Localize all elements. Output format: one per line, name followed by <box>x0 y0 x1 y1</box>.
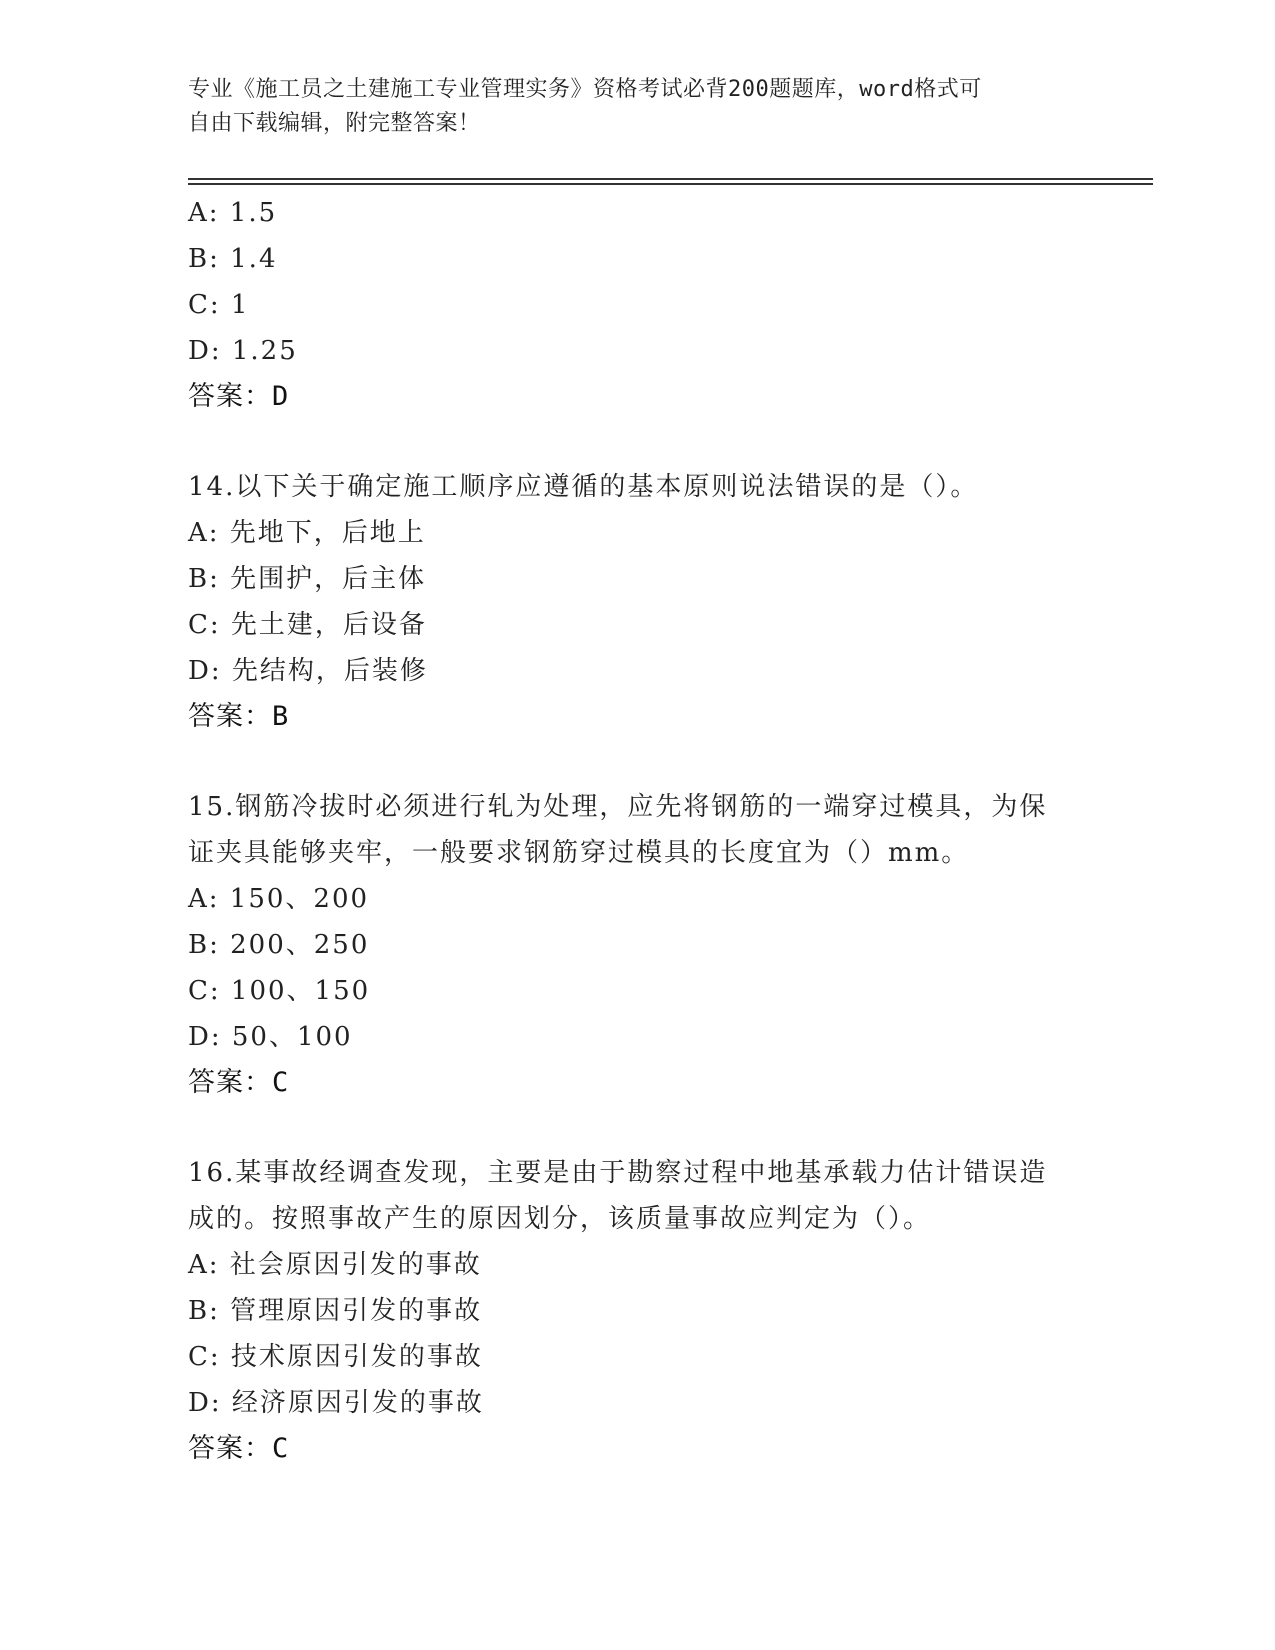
option-a: A: 社会原因引发的事故 <box>188 1250 482 1280</box>
spacer <box>188 420 1088 464</box>
option-d: D: 经济原因引发的事故 <box>188 1388 484 1418</box>
option-d: D: 先结构，后装修 <box>188 656 428 686</box>
header-divider-bottom <box>188 183 1153 185</box>
question-text-line-1: 15.钢筋冷拔时必须进行轧为处理，应先将钢筋的一端穿过模具，为保 <box>188 792 1048 822</box>
option-d: D: 1.25 <box>188 336 298 366</box>
option-a: A: 150、200 <box>188 884 370 914</box>
option-c: C: 1 <box>188 290 250 320</box>
option-c: C: 技术原因引发的事故 <box>188 1342 483 1372</box>
question-text-line-1: 16.某事故经调查发现，主要是由于勘察过程中地基承载力估计错误造 <box>188 1158 1048 1188</box>
option-b: B: 先围护，后主体 <box>188 564 427 594</box>
option-a: A: 1.5 <box>188 198 278 228</box>
answer-line: 答案：C <box>188 1433 290 1464</box>
question-14 <box>188 464 1088 740</box>
answer-line: 答案：D <box>188 381 290 412</box>
spacer <box>188 1106 1088 1150</box>
answer-line: 答案：C <box>188 1067 290 1098</box>
spacer <box>188 740 1088 784</box>
question-15 <box>188 784 1088 1106</box>
header-line-2: 自由下载编辑，附完整答案！ <box>188 111 481 136</box>
question-text-line-2: 成的。按照事故产生的原因划分，该质量事故应判定为（）。 <box>188 1204 932 1234</box>
answer-line: 答案：B <box>188 701 290 732</box>
question-16 <box>188 1150 1088 1472</box>
option-b: B: 200、250 <box>188 930 370 960</box>
option-b: B: 1.4 <box>188 244 278 274</box>
question-text: 14.以下关于确定施工顺序应遵循的基本原则说法错误的是（）。 <box>188 472 979 502</box>
option-b: B: 管理原因引发的事故 <box>188 1296 483 1326</box>
option-a: A: 先地下，后地上 <box>188 518 426 548</box>
question-content <box>188 190 1088 1472</box>
option-c: C: 100、150 <box>188 976 371 1006</box>
question-13 <box>188 190 1088 420</box>
header-line-1: 专业《施工员之土建施工专业管理实务》资格考试必背200题题库，word格式可 <box>188 77 982 102</box>
option-d: D: 50、100 <box>188 1022 353 1052</box>
document-header <box>188 73 1088 141</box>
question-text-line-2: 证夹具能够夹牢，一般要求钢筋穿过模具的长度宜为（）mm。 <box>188 838 970 868</box>
header-divider-top <box>188 178 1153 180</box>
option-c: C: 先土建，后设备 <box>188 610 427 640</box>
